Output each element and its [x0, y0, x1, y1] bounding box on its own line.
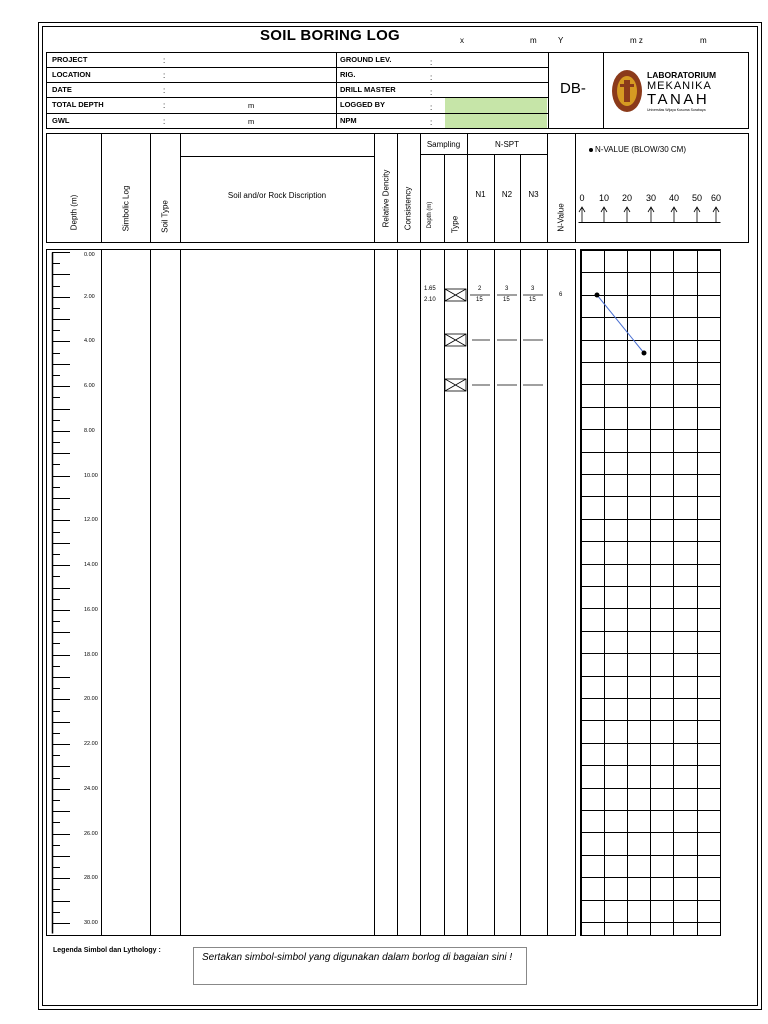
- npm-label: NPM: [340, 116, 357, 125]
- rig-colon: :: [430, 73, 433, 82]
- nvalue-axis-arrow: [694, 207, 700, 222]
- depth-label: 20.00: [84, 696, 98, 703]
- drill-master-colon: :: [430, 88, 433, 97]
- page-title: SOIL BORING LOG: [259, 27, 401, 44]
- legend-label: Legenda Simbol dan Lythology :: [53, 947, 161, 954]
- nvalue-point-1: [595, 293, 600, 298]
- sample1-n2-bottom: 15: [503, 297, 510, 303]
- depth-label: 16.00: [84, 606, 98, 613]
- nvalue-axis-arrow: [579, 207, 585, 222]
- depth-label: 0.00: [84, 252, 95, 258]
- coord-m-label: m: [530, 36, 537, 45]
- col-n-value-header: N-Value: [556, 203, 566, 232]
- gwl-colon: :: [163, 117, 166, 126]
- nspt-header: N-SPT: [495, 140, 519, 149]
- depth-label: 18.00: [84, 651, 98, 658]
- npm-colon: :: [430, 118, 433, 127]
- nvalue-axis-arrow: [671, 207, 677, 222]
- depth-label: 24.00: [84, 785, 98, 792]
- col-n1-header: N1: [475, 190, 486, 199]
- logo-subtitle: Universitas Wijaya Kusuma Surabaya: [647, 108, 706, 112]
- col-n3-header: N3: [528, 190, 539, 199]
- logo-line1: LABORATORIUM: [647, 70, 717, 80]
- sample-box-1: [445, 289, 466, 301]
- col-n2-header: N2: [501, 190, 513, 199]
- total-depth-colon: :: [163, 101, 166, 110]
- ground-level-colon: :: [430, 58, 433, 67]
- date-colon: :: [163, 86, 166, 95]
- depth-label: 14.00: [84, 562, 98, 569]
- col-relative-density-header: Relative Dencity: [381, 169, 391, 228]
- ground-level-label: GROUND LEV.: [340, 55, 392, 64]
- sample1-depth-bottom: 2.10: [424, 297, 436, 303]
- nvalue-tick-label: 0: [579, 193, 585, 203]
- logged-by-label: LOGGED BY: [340, 100, 386, 109]
- nvalue-title-bullet: [589, 148, 593, 152]
- legend-note-text: Sertakan simbol-simbol yang digunakan dalam borlog di bagaian sini !: [202, 952, 513, 963]
- logo-line2: MEKANIKA: [647, 80, 712, 92]
- sampling-header: Sampling: [426, 140, 461, 149]
- project-label: PROJECT: [52, 55, 88, 64]
- col-sampling-depth-header: Depth (m): [427, 201, 433, 229]
- sample1-depth-top: 1.65: [424, 286, 436, 292]
- depth-label: 4.00: [84, 338, 95, 345]
- logo-line3: TANAH: [647, 91, 710, 108]
- depth-label: 8.00: [84, 427, 95, 434]
- location-colon: :: [163, 71, 166, 80]
- project-colon: :: [163, 56, 166, 65]
- col-soil-type-header: Soil Type: [160, 200, 170, 233]
- nvalue-point-2: [642, 351, 647, 356]
- nvalue-tick-label: 10: [598, 193, 609, 203]
- col-symbolic-log-header: Simbolic Log: [121, 185, 131, 232]
- sample1-n1-bottom: 15: [476, 297, 483, 303]
- nvalue-axis-arrow: [624, 207, 630, 222]
- depth-label: 26.00: [84, 830, 98, 837]
- sample1-n3-bottom: 15: [529, 297, 536, 303]
- logged-by-colon: :: [430, 103, 433, 112]
- sample1-n-value: 6: [559, 292, 563, 298]
- nvalue-chart-title: N-VALUE (BLOW/30 CM): [595, 145, 686, 154]
- sample1-n3-top: 3: [531, 286, 535, 292]
- location-label: LOCATION: [52, 70, 91, 79]
- coord-y-label: Y: [558, 36, 564, 45]
- nvalue-tick-label: 20: [621, 193, 632, 203]
- legend-note-box[interactable]: [193, 947, 527, 985]
- total-depth-label: TOTAL DEPTH: [52, 100, 104, 109]
- depth-label: 30.00: [84, 920, 98, 926]
- gwl-label: GWL: [52, 116, 70, 125]
- nvalue-tick-label: 40: [668, 193, 679, 203]
- coord-m2-label: m: [700, 36, 707, 45]
- sample1-n1-top: 2: [478, 286, 482, 292]
- depth-label: 2.00: [84, 293, 95, 300]
- depth-label: 22.00: [84, 741, 98, 748]
- borehole-id: DB-: [560, 80, 586, 97]
- depth-label: 12.00: [84, 517, 98, 524]
- depth-label: 6.00: [84, 383, 95, 390]
- rig-label: RIG.: [340, 70, 356, 79]
- depth-label: 28.00: [84, 875, 98, 882]
- coord-mz-label: m z: [630, 36, 643, 45]
- nvalue-axis-arrow: [713, 207, 719, 222]
- nvalue-tick-label: 30: [645, 193, 656, 203]
- nvalue-tick-label: 60: [710, 193, 721, 203]
- drill-master-label: DRILL MASTER: [340, 85, 396, 94]
- col-consistency-header: Consistency: [403, 186, 413, 231]
- col-depth-header: Depth (m): [69, 194, 79, 231]
- nvalue-axis-arrow: [648, 207, 654, 222]
- sample-box-3: [445, 379, 466, 391]
- coord-x-label: x: [460, 36, 464, 45]
- nvalue-axis-arrow: [601, 207, 607, 222]
- date-label: DATE: [52, 85, 72, 94]
- total-depth-unit: m: [248, 101, 255, 110]
- gwl-unit: m: [248, 117, 255, 126]
- sample1-n2-top: 3: [505, 286, 509, 292]
- depth-label: 10.00: [84, 472, 98, 479]
- col-sampling-type-header: Type: [450, 215, 460, 234]
- nvalue-tick-label: 50: [691, 193, 702, 203]
- sample-box-2: [445, 334, 466, 346]
- col-description-header: Soil and/or Rock Discription: [227, 191, 327, 200]
